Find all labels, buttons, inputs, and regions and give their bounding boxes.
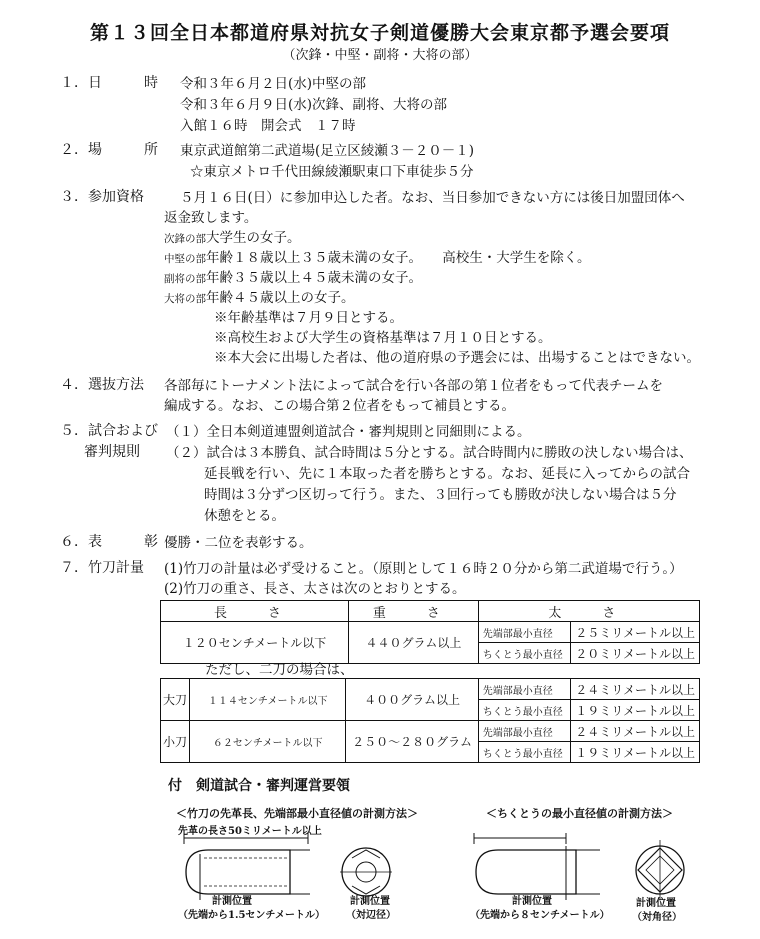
section-3-note: ※年齢基準は７月９日とする。 [214,310,403,326]
section-7-label: ７．竹刀計量 [60,560,144,576]
section-3-line: ５月１６日(日）に参加申込した者。なお、当日参加できない方には後日加盟団体へ [180,190,685,206]
appendix-heading: 付 剣道試合・審判運営要領 [168,778,350,794]
weight-value: ４４０グラム以上 [349,622,479,664]
figure-2-section-detail: （対角径） [632,912,682,923]
division-text: 年齢３５歳以上４５歳未満の女子。 [206,270,422,286]
thickness-label: 先端部最小直径 [478,679,570,700]
thickness-value: ２４ミリメートル以上 [571,679,700,700]
thickness-value: １９ミリメートル以上 [571,700,700,721]
thickness-value: ２４ミリメートル以上 [571,721,700,742]
thickness-value: ２５ミリメートル以上 [571,622,700,643]
section-5-line: 延長戦を行い、先に１本取った者を勝ちとする。なお、延長に入ってからの試合 [204,466,690,482]
thickness-label: 先端部最小直径 [478,622,571,643]
section-5-line: （２）試合は３本勝負、試合時間は５分とする。試合時間内に勝敗の決しない場合は、 [166,445,693,461]
section-4-line: 各部毎にトーナメント法によって試合を行い各部の第１位者をもって代表チームを [164,378,663,394]
sword-length: １１４センチメートル以下 [190,679,346,721]
section-4-line: 編成する。なお、この場合第２位者をもって補員とする。 [164,398,515,414]
thickness-label: ちくとう最小直径 [478,700,570,721]
figure-1-caption: ＜竹刀の先革長、先端部最小直径値の計測方法＞ [176,807,418,820]
thickness-label: 先端部最小直径 [478,721,570,742]
thickness-label: ちくとう最小直径 [478,742,570,763]
division-row [164,246,590,266]
division-tag: 中堅の部 [164,253,206,265]
section-6-label: ６．表 彰 [60,534,158,550]
page-subtitle: （次鋒・中堅・副将・大将の部） [282,48,478,63]
section-7-line: (2)竹刀の重さ、長さ、太さは次のとおりとする。 [164,581,466,597]
section-7-line: (1)竹刀の計量は必ず受けること。（原則として１６時２０分から第二武道場で行う。） [164,561,683,577]
sword-length: ６２センチメートル以下 [190,721,346,763]
sword-name: 小刀 [161,721,190,763]
section-2-line: ☆東京メトロ千代田線綾瀬駅東口下車徒歩５分 [190,164,474,180]
section-3-label: ３．参加資格 [60,189,144,205]
division-row [164,266,422,286]
section-4-label: ４．選抜方法 [60,377,144,393]
section-1-line: 入館１６時 開会式 １７時 [180,118,356,134]
table-row [161,721,700,742]
section-3-line: 返金致します。 [164,210,258,226]
section-3-note: ※高校生および大学生の資格基準は７月１０日とする。 [214,330,552,346]
division-tag: 副将の部 [164,273,206,285]
two-sword-spec-table [160,678,700,763]
table-row [161,622,700,643]
sword-weight: ４００グラム以上 [346,679,478,721]
section-1-line: 令和３年６月９日(水)次鋒、副将、大将の部 [180,97,448,113]
thickness-value: １９ミリメートル以上 [571,742,700,763]
header-length: 長 さ [161,601,349,622]
figure-2-measure-detail: （先端から８センチメートル） [470,910,610,921]
division-row [164,226,301,246]
thickness-label: ちくとう最小直径 [478,643,571,664]
section-1-label: １．日 時 [60,75,158,91]
division-text: 年齢１８歳以上３５歳未満の女子。 高校生・大学生を除く。 [206,250,591,266]
section-5-label-cont: 審判規則 [84,444,140,460]
length-value: １２０センチメートル以下 [161,622,349,664]
header-thickness: 太 さ [478,601,699,622]
chikuto-diagram [460,826,720,906]
division-text: 年齢４５歳以上の女子。 [206,290,355,306]
table-row [161,679,700,700]
section-2-label: ２．場 所 [60,142,158,158]
division-tag: 大将の部 [164,293,206,305]
section-5-line: 休憩をとる。 [204,508,285,524]
section-5-line: （１）全日本剣道連盟剣道試合・審判規則と同細則による。 [166,424,531,440]
figure-1-measure-label: 計測位置 [212,896,252,907]
sword-weight: ２５０～２８０グラム [346,721,478,763]
figure-1-section-label: 計測位置 [350,896,390,907]
section-2-line: 東京武道館第二武道場(足立区綾瀬３－２０－１) [180,143,475,159]
division-row [164,286,355,306]
figure-1-measure-detail: （先端から1.5センチメートル） [178,910,325,921]
figure-2-caption: ＜ちくとうの最小直径値の計測方法＞ [486,807,673,820]
sword-name: 大刀 [161,679,190,721]
page-title: 第１３回全日本都道府県対抗女子剣道優勝大会東京都予選会要項 [89,22,670,44]
figure-2-measure-label: 計測位置 [512,896,552,907]
section-5-line: 時間は３分ずつ区切って行う。また、３回行っても勝敗が決しない場合は５分 [204,487,677,503]
two-sword-note: ただし、二刀の場合は、 [205,662,354,678]
section-3-note: ※本大会に出場した者は、他の道府県の予選会には、出場することはできない。 [214,350,700,366]
division-tag: 次鋒の部 [164,233,206,245]
section-1-line: 令和３年６月２日(水)中堅の部 [180,76,367,92]
figure-1-section-detail: （対辺径） [346,910,396,921]
section-5-label: ５．試合および [60,423,158,439]
thickness-value: ２０ミリメートル以上 [571,643,700,664]
table-header-row [161,601,700,622]
section-6-line: 優勝・二位を表彰する。 [164,535,313,551]
figure-2-section-label: 計測位置 [636,898,676,909]
figure-1-note: 先革の長さ50ミリメートル以上 [178,826,322,837]
division-text: 大学生の女子。 [206,230,301,246]
header-weight: 重 さ [349,601,479,622]
shinai-spec-table [160,600,700,664]
